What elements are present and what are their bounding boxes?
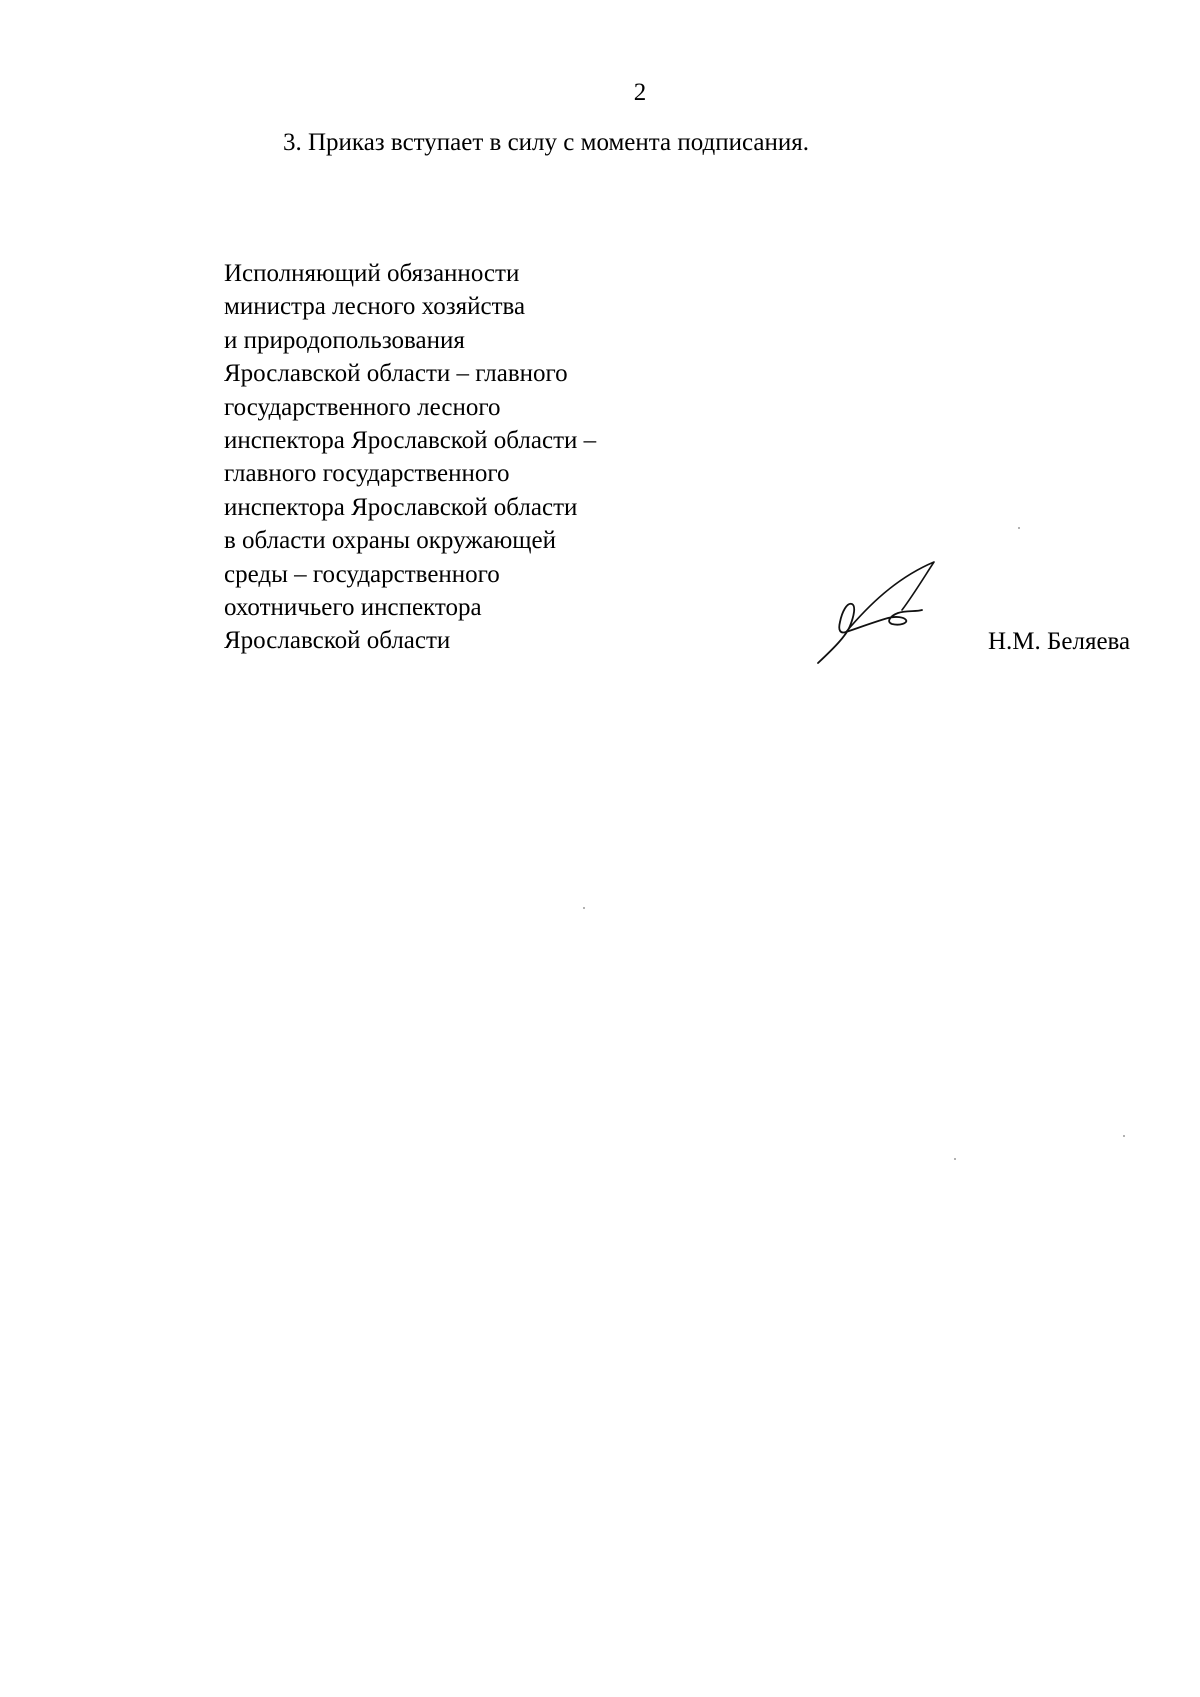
signatory-position [224,257,684,658]
position-line: среды – государственного [224,560,500,588]
page-number: 2 [633,79,647,106]
position-line: министра лесного хозяйства [224,293,526,321]
scan-speck [1018,527,1020,529]
position-line: инспектора Ярославской области [224,493,578,521]
signatory-name: Н.М. Беляева [988,628,1131,655]
position-line: Исполняющий обязанности [224,260,520,287]
position-line: главного государственного [224,460,510,488]
position-line: охотничьего инспектора [224,594,482,622]
position-line: в области охраны окружающей [224,527,557,555]
position-line: Ярославской области – главного [224,360,568,388]
position-line: инспектора Ярославской области – [224,427,597,455]
position-line: и природопользования [224,326,465,354]
clause-effective-date: 3. Приказ вступает в силу с момента подписания. [283,129,809,156]
position-line: государственного лесного [224,393,501,421]
scan-speck [583,907,585,909]
handwritten-signature [816,560,946,670]
position-line: Ярославской области [224,627,451,655]
scan-speck [954,1158,956,1160]
scan-speck [1123,1135,1125,1137]
